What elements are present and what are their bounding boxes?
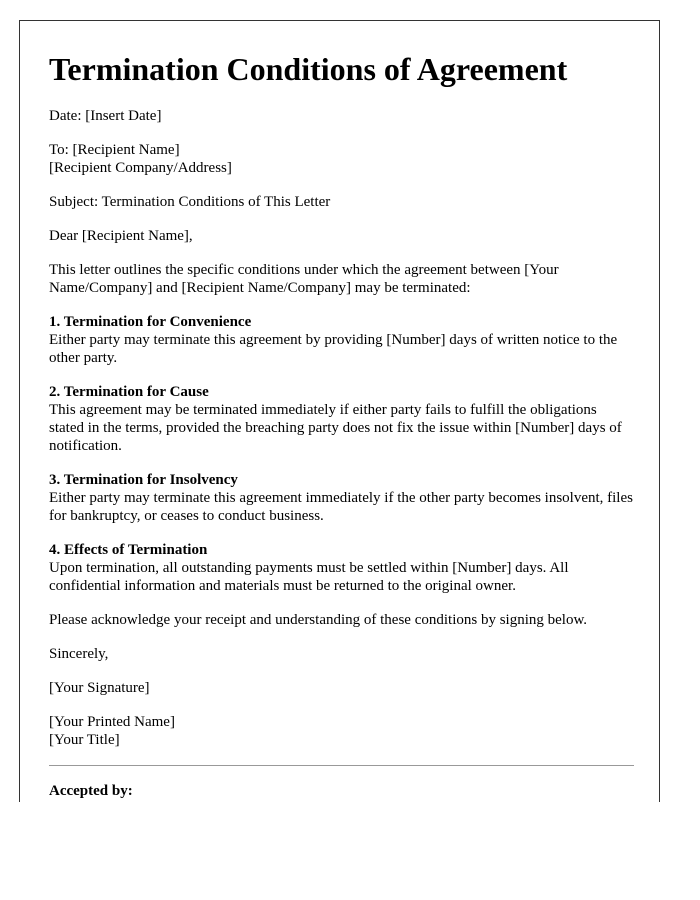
section-body: Upon termination, all outstanding payments must be settled within [Number] days. All confidential information and materials must be returned to the original owner. (49, 560, 569, 594)
section-insolvency (49, 471, 634, 525)
section-title: 3. Termination for Insolvency (49, 472, 238, 488)
recipient-block (49, 141, 634, 177)
subject-line: Subject: Termination Conditions of This Letter (49, 194, 331, 210)
section-effects (49, 541, 634, 595)
section-body: This agreement may be terminated immediately if either party fails to fulfill the obligations stated in the terms, provided the breaching party does not fix the issue within [Number] days of notification. (49, 402, 622, 454)
section-title: 2. Termination for Cause (49, 384, 209, 400)
recipient-address-line: [Recipient Company/Address] (49, 160, 232, 176)
intro-paragraph: This letter outlines the specific conditions under which the agreement between [Your Name/Company] and [Recipient Name/Company] may be terminated: (49, 262, 559, 296)
sender-title-line: [Your Title] (49, 732, 120, 748)
accepted-by-label: Accepted by: (49, 783, 133, 799)
section-title: 1. Termination for Convenience (49, 314, 252, 330)
section-cause (49, 383, 634, 455)
closing: Sincerely, (49, 646, 109, 662)
date-line: Date: [Insert Date] (49, 108, 162, 124)
section-body: Either party may terminate this agreement immediately if the other party becomes insolvent, files for bankruptcy, or ceases to conduct business. (49, 490, 633, 524)
letter-page (19, 20, 660, 802)
section-body: Either party may terminate this agreement by providing [Number] days of written notice to the other party. (49, 332, 618, 366)
acknowledgement-paragraph: Please acknowledge your receipt and understanding of these conditions by signing below. (49, 612, 588, 628)
recipient-name-line: To: [Recipient Name] (49, 142, 180, 158)
divider (49, 765, 634, 766)
section-convenience (49, 313, 634, 367)
salutation: Dear [Recipient Name], (49, 228, 193, 244)
sender-block (49, 713, 634, 749)
letter-content (49, 51, 634, 802)
section-title: 4. Effects of Termination (49, 542, 208, 558)
letter-title: Termination Conditions of Agreement (49, 51, 568, 87)
printed-name-line: [Your Printed Name] (49, 714, 175, 730)
signature-line: [Your Signature] (49, 680, 150, 696)
